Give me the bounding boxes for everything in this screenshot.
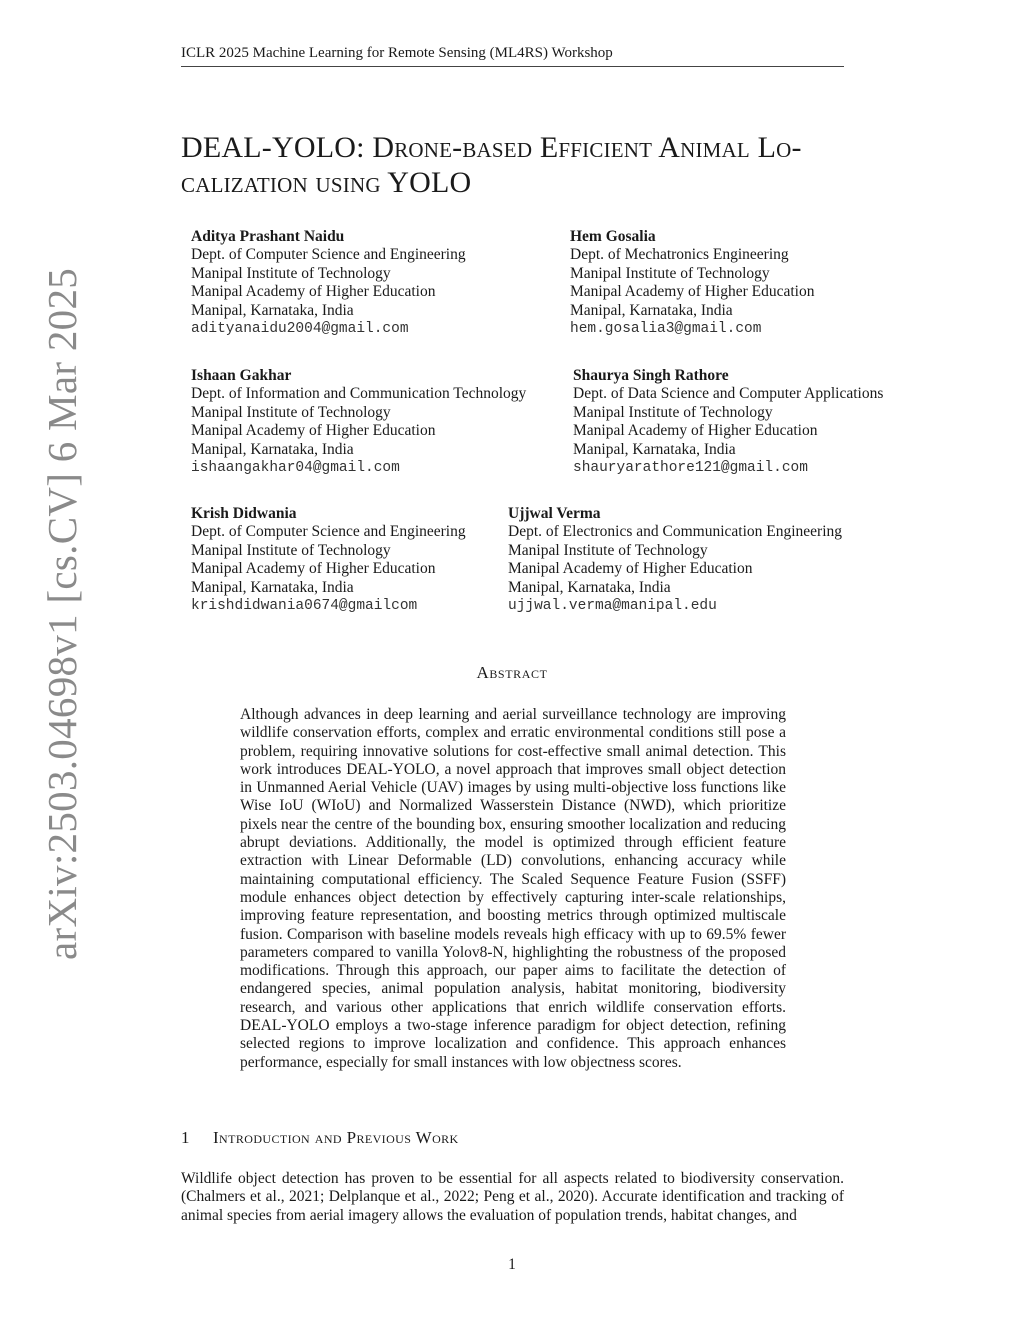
author-institute: Manipal Institute of Technology xyxy=(191,403,391,421)
author-block xyxy=(191,367,526,477)
introduction-paragraph: Wildlife object detection has proven to be essential for all aspects related to biodiversity conservation. (Chalmers et al., 2021; Delplanque et al., 2022; Peng et al., 2020). Accurate identification and tracking of animal species from aerial imagery allows the evaluation of population trends, habitat changes, and xyxy=(181,1170,844,1224)
author-name: Hem Gosalia xyxy=(570,228,656,245)
author-block xyxy=(570,228,814,338)
paper-title xyxy=(181,130,861,200)
running-header: ICLR 2025 Machine Learning for Remote Sensing (ML4RS) Workshop xyxy=(181,44,844,67)
arxiv-identifier-stamp: arXiv:2503.04698v1 [cs.CV] 6 Mar 2025 xyxy=(39,267,85,960)
author-location: Manipal, Karnataka, India xyxy=(570,301,733,319)
page-number: 1 xyxy=(508,1256,516,1273)
author-name: Ujjwal Verma xyxy=(508,505,601,522)
author-academy: Manipal Academy of Higher Education xyxy=(570,283,815,301)
author-name: Aditya Prashant Naidu xyxy=(191,228,345,245)
author-institute: Manipal Institute of Technology xyxy=(570,264,770,282)
abstract-heading: Abstract xyxy=(476,663,548,682)
author-institute: Manipal Institute of Technology xyxy=(508,541,708,559)
author-email: adityanaidu2004@gmail.com xyxy=(191,321,409,338)
author-academy: Manipal Academy of Higher Education xyxy=(191,560,436,578)
author-dept: Dept. of Data Science and Computer Applications xyxy=(573,385,884,403)
author-email: krishdidwania0674@gmailcom xyxy=(191,598,418,615)
author-academy: Manipal Academy of Higher Education xyxy=(191,422,436,440)
author-name: Ishaan Gakhar xyxy=(191,367,292,384)
author-email: hem.gosalia3@gmail.com xyxy=(570,321,762,338)
author-block xyxy=(508,505,842,615)
title-line-2: calization using YOLO xyxy=(181,166,472,199)
author-block xyxy=(573,367,883,477)
author-name: Krish Didwania xyxy=(191,505,297,522)
author-block xyxy=(191,505,466,615)
author-dept: Dept. of Computer Science and Engineering xyxy=(191,523,466,541)
title-line-1: DEAL-YOLO: Drone-based Efficient Animal Lo- xyxy=(181,131,802,164)
author-dept: Dept. of Computer Science and Engineering xyxy=(191,246,466,264)
author-name: Shaurya Singh Rathore xyxy=(573,367,729,384)
author-dept: Dept. of Information and Communication Technology xyxy=(191,385,527,403)
author-institute: Manipal Institute of Technology xyxy=(191,541,391,559)
author-institute: Manipal Institute of Technology xyxy=(191,264,391,282)
author-dept: Dept. of Electronics and Communication Engineering xyxy=(508,523,843,541)
section-heading xyxy=(181,1128,459,1148)
author-location: Manipal, Karnataka, India xyxy=(191,301,354,319)
author-location: Manipal, Karnataka, India xyxy=(191,440,354,458)
author-email: ujjwal.verma@manipal.edu xyxy=(508,598,717,615)
section-title-text: Introduction and Previous Work xyxy=(213,1128,459,1147)
author-dept: Dept. of Mechatronics Engineering xyxy=(570,246,789,264)
author-academy: Manipal Academy of Higher Education xyxy=(573,422,818,440)
author-location: Manipal, Karnataka, India xyxy=(191,578,354,596)
author-academy: Manipal Academy of Higher Education xyxy=(508,560,753,578)
section-number: 1 xyxy=(181,1128,190,1147)
author-block xyxy=(191,228,466,338)
abstract-text: Although advances in deep learning and aerial surveillance technology are improving wildlife conservation efforts, complex and erratic environmental conditions still pose a problem, requiring innovative solutions for cost-effective small animal detection. This work introduces DEAL-YOLO, a novel approach that improves small object detection in Unmanned Aerial Vehicle (UAV) images by using multi-objective loss functions like Wise IoU (WIoU) and Normalized Wasserstein Distance (NWD), which prioritize pixels near the centre of the bounding box, ensuring smoother localization and reducing abrupt deviations. Additionally, the model is optimized through efficient feature extraction with Linear Deformable (LD) convolutions, enhancing accuracy while maintaining computational efficiency. The Scaled Sequence Feature Fusion (SSFF) module enhances object detection by effectively capturing inter-scale relationships, improving feature representation, and boosting metrics through optimized multiscale fusion. Comparison with baseline models reveals high efficacy with up to 69.5% fewer parameters compared to vanilla Yolov8-N, highlighting the robustness of the proposed modifications. Through this approach, our paper aims to facilitate the detection of endangered species, animal population analysis, habitat monitoring, biodiversity research, and various other applications that enrich wildlife conservation efforts. DEAL-YOLO employs a two-stage inference paradigm for object detection, refining selected regions to improve localization and confidence. This approach enhances performance, especially for small instances with low objectness scores. xyxy=(240,706,786,1071)
author-email: shauryarathore121@gmail.com xyxy=(573,460,808,477)
author-academy: Manipal Academy of Higher Education xyxy=(191,283,436,301)
author-email: ishaangakhar04@gmail.com xyxy=(191,460,400,477)
author-location: Manipal, Karnataka, India xyxy=(508,578,671,596)
author-institute: Manipal Institute of Technology xyxy=(573,403,773,421)
author-location: Manipal, Karnataka, India xyxy=(573,440,736,458)
